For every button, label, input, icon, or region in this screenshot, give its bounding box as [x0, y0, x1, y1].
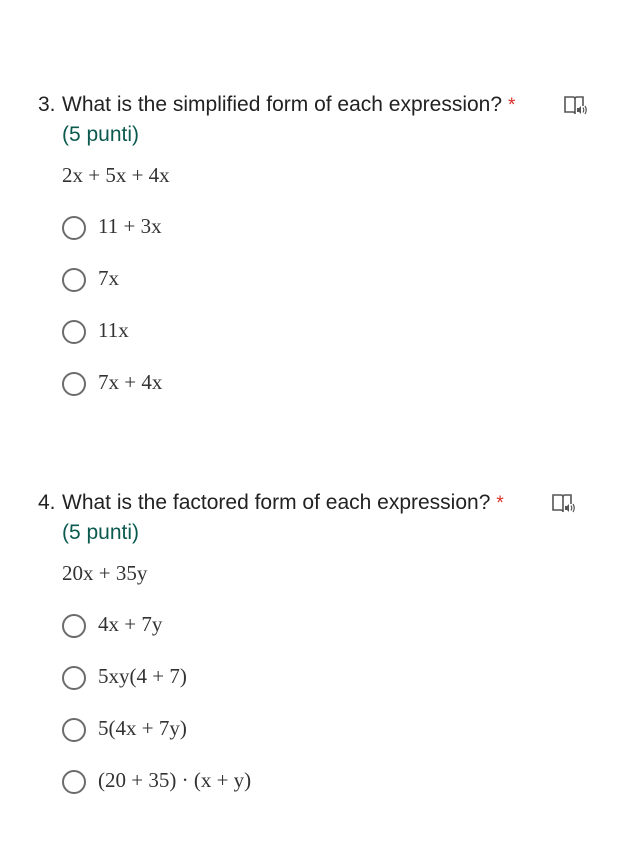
question-text [62, 90, 515, 121]
radio-button[interactable] [62, 718, 86, 742]
question-points: (5 punti) [62, 123, 140, 146]
answer-option[interactable] [60, 608, 560, 660]
radio-button[interactable] [62, 770, 86, 794]
answer-option[interactable] [60, 366, 560, 418]
question-text-label: What is the simplified form of each expression? [62, 93, 503, 116]
radio-button[interactable] [62, 372, 86, 396]
immersive-reader-icon[interactable] [563, 94, 589, 118]
question-header [0, 90, 638, 120]
required-asterisk: * [496, 493, 504, 514]
answer-options [60, 608, 560, 816]
answer-option[interactable] [60, 210, 560, 262]
question-text [62, 488, 504, 519]
answer-option-label: 7x [98, 266, 119, 290]
answer-option[interactable] [60, 314, 560, 366]
answer-option[interactable] [60, 764, 560, 816]
immersive-reader-icon[interactable] [551, 492, 577, 516]
answer-option-label: 5xy(4 + 7) [98, 664, 187, 688]
answer-option-label: 4x + 7y [98, 612, 163, 636]
answer-option[interactable] [60, 712, 560, 764]
question-expression: 20x + 35y [62, 561, 148, 585]
answer-option-label: (20 + 35) · (x + y) [98, 768, 252, 792]
radio-button[interactable] [62, 614, 86, 638]
answer-option-label: 5(4x + 7y) [98, 716, 187, 740]
question-points: (5 punti) [62, 521, 140, 544]
question-expression: 2x + 5x + 4x [62, 163, 170, 187]
answer-option[interactable] [60, 262, 560, 314]
radio-button[interactable] [62, 666, 86, 690]
question-text-label: What is the factored form of each expression? [62, 491, 491, 514]
answer-option-label: 7x + 4x [98, 370, 163, 394]
answer-option-label: 11 + 3x [98, 214, 162, 238]
answer-options [60, 210, 560, 418]
radio-button[interactable] [62, 320, 86, 344]
question-header [0, 488, 638, 518]
radio-button[interactable] [62, 216, 86, 240]
question-4 [0, 488, 638, 792]
required-asterisk: * [508, 95, 516, 116]
question-number: 3. [38, 93, 56, 116]
question-3 [0, 90, 638, 394]
answer-option[interactable] [60, 660, 560, 712]
answer-option-label: 11x [98, 318, 129, 342]
radio-button[interactable] [62, 268, 86, 292]
question-number: 4. [38, 491, 56, 514]
